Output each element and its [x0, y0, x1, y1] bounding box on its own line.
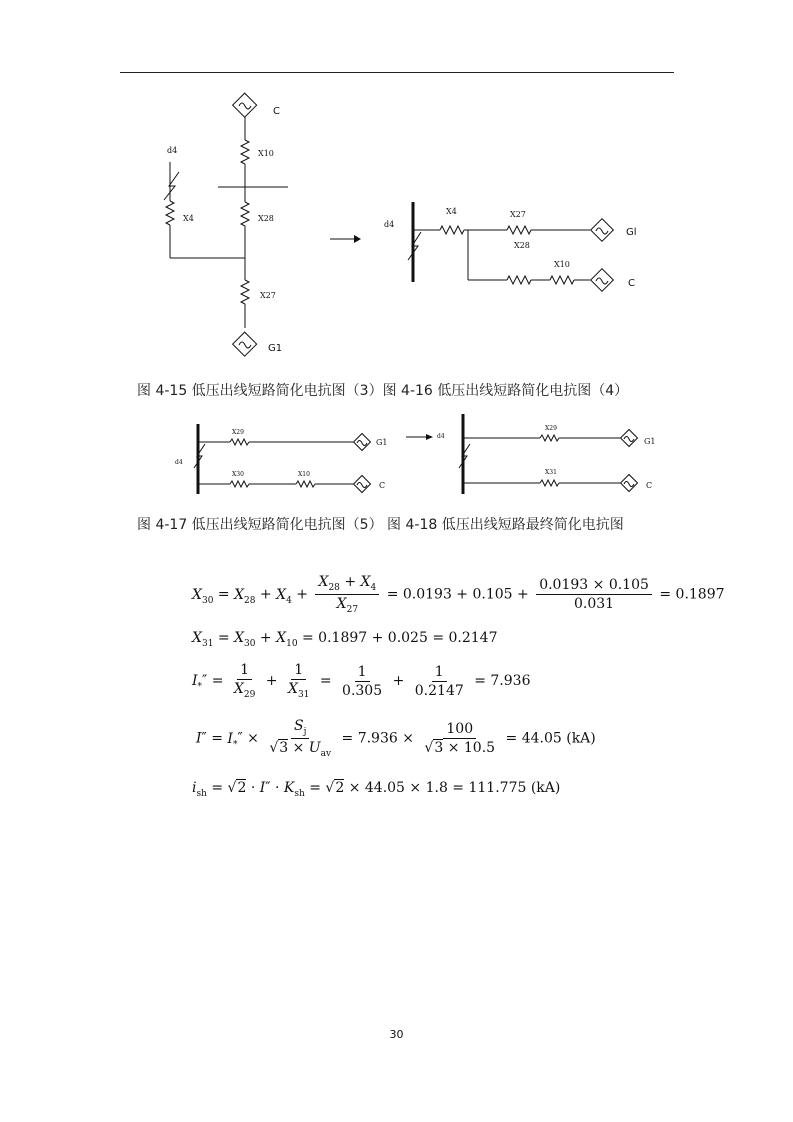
- caption-row-2: 图 4-17 低压出线短路简化电抗图（5） 图 4-18 低压出线短路最终简化电抗图: [137, 517, 624, 533]
- x4-resistor: [440, 226, 464, 234]
- eq4-num: 100: [443, 721, 476, 739]
- fault-d4-icon: [164, 172, 179, 200]
- page-number: 30: [389, 1028, 404, 1041]
- eq1-num: 0.0193 × 0.105: [536, 577, 652, 595]
- label-x28: X28: [258, 214, 274, 223]
- arrow-icon: [330, 234, 362, 244]
- figure-4-18: [435, 412, 660, 500]
- x28-resistor: [507, 276, 531, 284]
- label-x4: X4: [183, 214, 194, 223]
- x10-resistor: [550, 276, 574, 284]
- label-c: C: [379, 481, 386, 490]
- label-c: C: [646, 481, 653, 490]
- label-x27: X27: [260, 291, 276, 300]
- frac-den: 0.305: [342, 682, 383, 699]
- label-x29: X29: [545, 425, 557, 432]
- label-x10: X10: [258, 149, 274, 158]
- eq1-values: = 0.0193 + 0.105 +: [386, 586, 529, 603]
- frac-num: 1: [291, 662, 306, 680]
- x10-resistor: [296, 481, 315, 487]
- x29-resistor: [540, 435, 559, 441]
- x10-resistor: [241, 140, 249, 164]
- label-x30: X30: [232, 471, 244, 478]
- eq1-den: 0.031: [574, 596, 615, 612]
- label-c: C: [628, 278, 635, 289]
- frac-num: 1: [432, 664, 447, 682]
- arrow-icon: [406, 433, 434, 441]
- label-x27: X27: [510, 210, 526, 219]
- eq1-result: = 0.1897: [659, 586, 725, 603]
- label-g1: G1: [644, 437, 656, 446]
- equation-x30: $X_{30} = X_{28} + X_4$ + $\frac{X_{28} + X_4}{X_{27}}$ = 0.0193 + 0.105 + $\frac{0.0193 \times 0.105}{0.031}$ = 0.1897: [192, 574, 725, 615]
- equation-ish: $i_{sh} = √2 \cdot I'' \cdot K_{sh} = √2 \times 44.05 \times 1.8 = 111.775$ (kA): [192, 780, 561, 799]
- label-g1: G1: [268, 343, 283, 354]
- label-d4: d4: [167, 146, 178, 155]
- x4-resistor: [166, 201, 174, 225]
- figure-4-17: [170, 412, 395, 500]
- x27-resistor: [507, 226, 531, 234]
- label-x10: X10: [298, 471, 310, 478]
- header-rule: [120, 72, 674, 73]
- figure-4-16: [380, 200, 650, 300]
- label-c: C: [273, 106, 280, 117]
- label-g1: G1: [376, 438, 388, 447]
- caption-row-1: 图 4-15 低压出线短路简化电抗图（3）图 4-16 低压出线短路简化电抗图（4）: [137, 383, 629, 399]
- x30-resistor: [230, 481, 249, 487]
- x29-resistor: [230, 439, 249, 445]
- label-d4: d4: [384, 220, 395, 229]
- x28-resistor: [241, 202, 249, 226]
- frac-den: 0.2147: [414, 682, 464, 699]
- figure-4-15: [150, 90, 320, 360]
- label-x4: X4: [446, 207, 457, 216]
- eq4-result: = 44.05 (kA): [505, 730, 596, 747]
- label-g1: Gl: [626, 227, 637, 238]
- frac-num: 1: [355, 664, 370, 682]
- frac-num: 1: [237, 662, 252, 680]
- label-x31: X31: [545, 469, 557, 476]
- equation-x31: $X_{31} = X_{30} + X_{10} = 0.1897 + 0.025 = 0.2147$: [192, 630, 498, 649]
- label-x28: X28: [514, 241, 530, 250]
- x31-resistor: [540, 480, 559, 486]
- label-x10: X10: [554, 260, 570, 269]
- label-d4: d4: [437, 433, 445, 440]
- x27-resistor: [241, 280, 249, 304]
- eq3-result: = 7.936: [474, 673, 531, 689]
- eq4-mid: = 7.936 ×: [341, 730, 414, 747]
- label-x29: X29: [232, 429, 244, 436]
- label-d4: d4: [175, 459, 183, 466]
- equation-i-star: $I_*''$ = $\frac{1}{X_{29}}$ + $\frac{1}{X_{31}}$ = $\frac{1}{0.305}$ + $\frac{1}{0.2147}$ = 7.936: [192, 662, 531, 700]
- equation-i-double-prime: $I'' = I_*''$ × $\frac{S_j}{√3 \times U_{av}}$ = 7.936 × $\frac{100}{√3 \times 10.5}$ = 44.05 (kA): [196, 718, 596, 759]
